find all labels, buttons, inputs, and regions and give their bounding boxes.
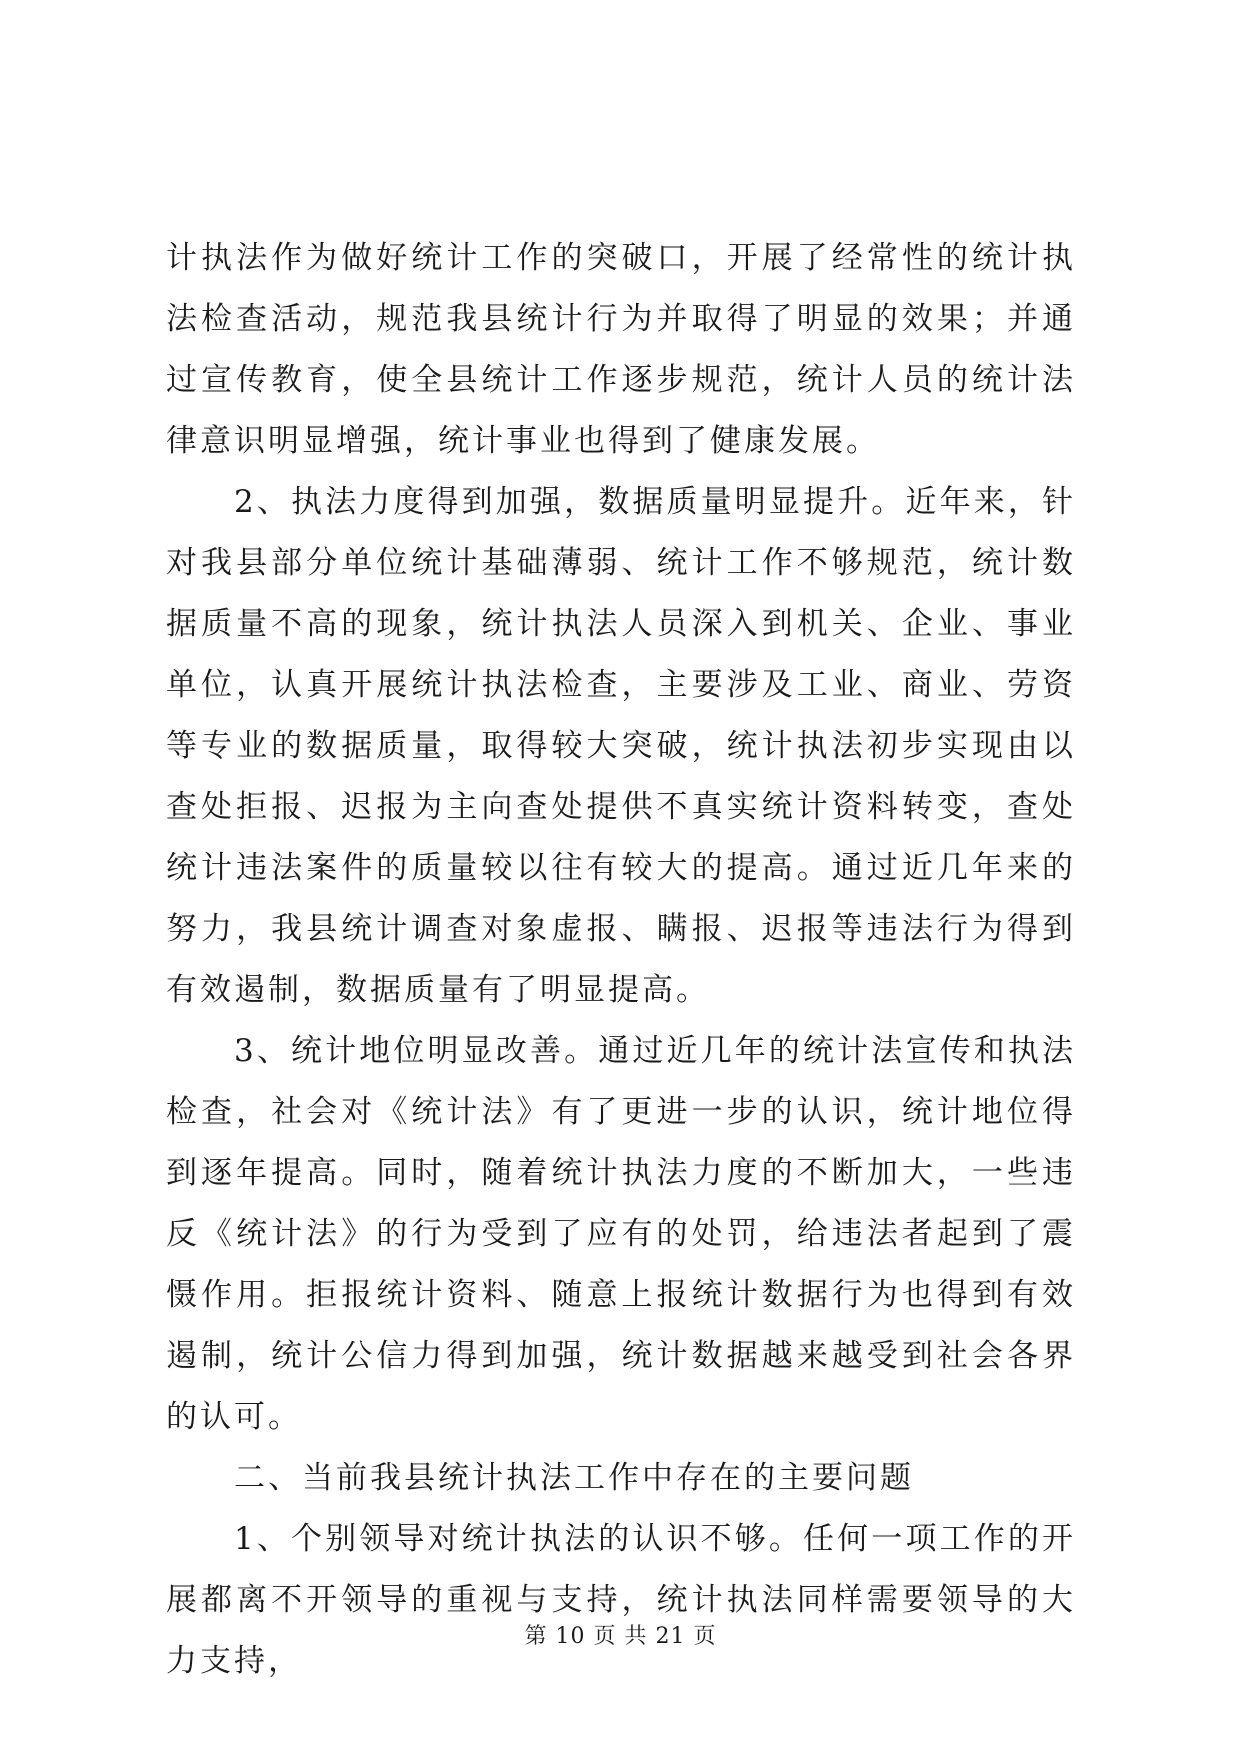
document-body <box>166 228 1076 1692</box>
paragraph-continuation: 计执法作为做好统计工作的突破口，开展了经常性的统计执法检查活动，规范我县统计行为并取得了明显的效果；并通过宣传教育，使全县统计工作逐步规范，统计人员的统计法律意识明显增强，统计事业也得到了健康发展。 <box>166 240 1076 459</box>
section-heading-problems: 二、当前我县统计执法工作中存在的主要问题 <box>234 1460 914 1496</box>
paragraph-leadership: 1、个别领导对统计执法的认识不够。任何一项工作的开展都离不开领导的重视与支持，统计执法同样需要领导的大力支持， <box>166 1521 1076 1679</box>
page-number: 第 10 页 共 21 页 <box>524 1624 717 1649</box>
paragraph-law-enforcement: 2、执法力度得到加强，数据质量明显提升。近年来，针对我县部分单位统计基础薄弱、统计工作不够规范，统计数据质量不高的现象，统计执法人员深入到机关、企业、事业单位，认真开展统计执法检查，主要涉及工业、商业、劳资等专业的数据质量，取得较大突破，统计执法初步实现由以查处拒报、迟报为主向查处提供不真实统计资料转变，查处统计违法案件的质量较以往有较大的提高。通过近几年来的努力，我县统计调查对象虚报、瞒报、迟报等违法行为得到有效遏制，数据质量有了明显提高。 <box>166 484 1076 1008</box>
paragraph-statistics-status: 3、统计地位明显改善。通过近几年的统计法宣传和执法检查，社会对《统计法》有了更进一步的认识，统计地位得到逐年提高。同时，随着统计执法力度的不断加大，一些违反《统计法》的行为受到了应有的处罚，给违法者起到了震慑作用。拒报统计资料、随意上报统计数据行为也得到有效遏制，统计公信力得到加强，统计数据越来越受到社会各界的认可。 <box>166 1033 1076 1435</box>
